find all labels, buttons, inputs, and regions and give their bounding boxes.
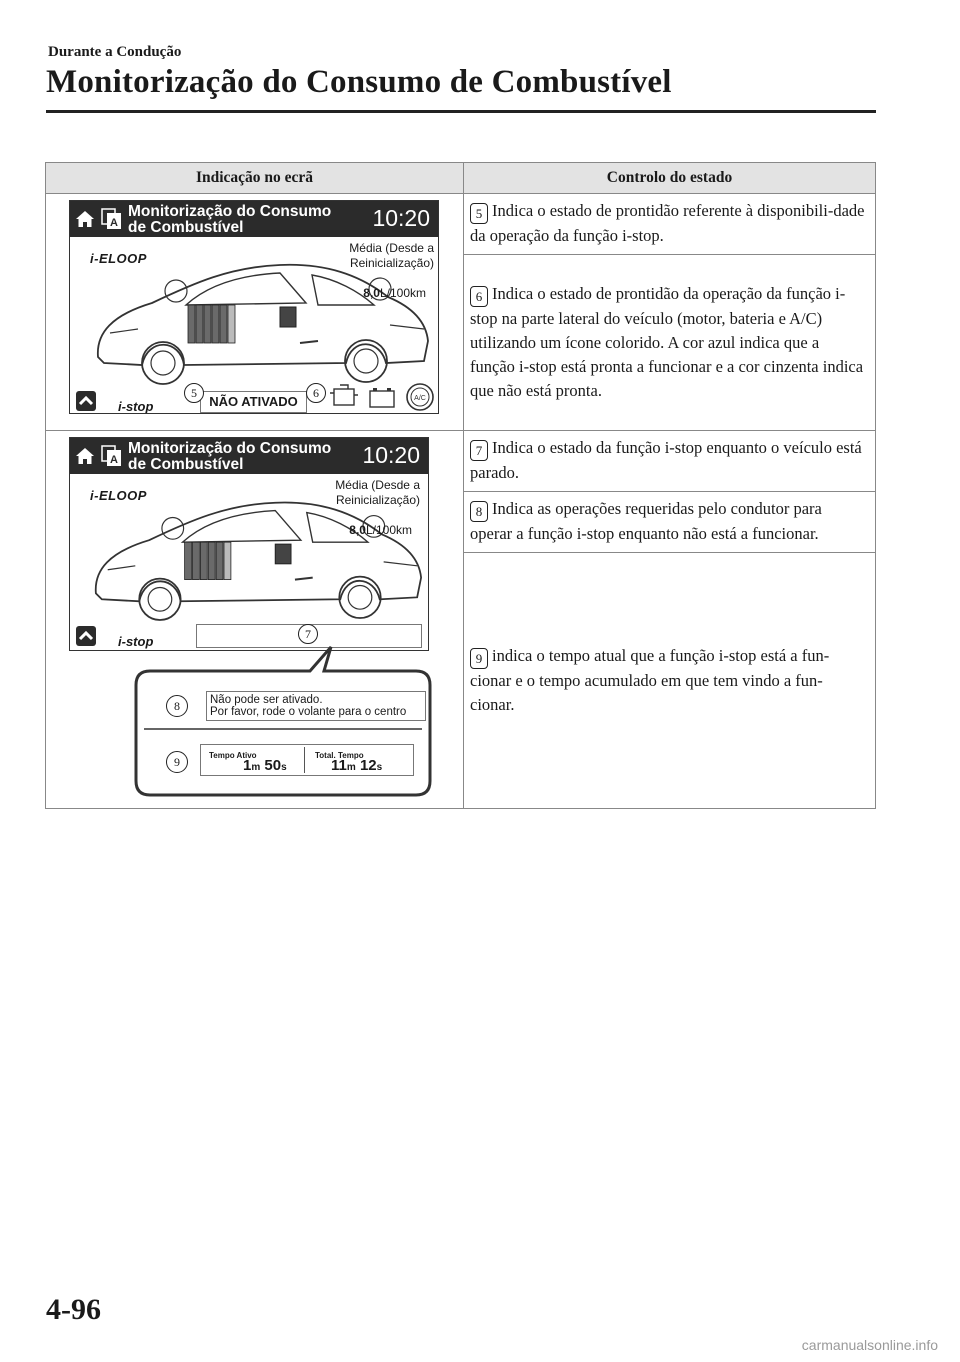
- table-row: [46, 194, 876, 255]
- num-badge-6: 6: [470, 286, 488, 307]
- istop-label-2: i-stop: [118, 634, 154, 649]
- svg-text:A: A: [110, 454, 118, 466]
- message-text: [210, 694, 406, 718]
- description-8: [464, 492, 876, 553]
- screen-title: [128, 204, 331, 236]
- istop-label: i-stop: [118, 399, 154, 414]
- istop-icon: [76, 626, 96, 646]
- average-line2: Reinicialização): [349, 256, 434, 270]
- fuel-monitor-screen-2: [69, 437, 429, 651]
- screen-title-line2: de Combustível: [128, 219, 244, 236]
- engine-battery-ac-icons: [328, 381, 438, 413]
- screen-clock-2: 10:20: [362, 442, 420, 468]
- num-badge-8: 8: [470, 501, 488, 522]
- page-number: 4-96: [46, 1293, 101, 1326]
- home-icon: [75, 210, 95, 228]
- description-9: [464, 553, 876, 809]
- watermark: carmanualsonline.info: [801, 1337, 938, 1353]
- time-divider: [304, 747, 305, 773]
- active-time-value: [243, 756, 287, 778]
- screen-figure-2: [46, 431, 464, 809]
- screen-title-line1: Monitorização do Consumo: [128, 203, 332, 220]
- istop-icon: [76, 391, 96, 411]
- fuel-readout: [363, 281, 426, 305]
- screen-clock: 10:20: [372, 205, 430, 231]
- active-min: 1: [243, 757, 252, 774]
- page-title: Monitorização do Consumo de Combustível: [46, 64, 672, 100]
- svg-text:A: A: [110, 217, 118, 229]
- status-table: [45, 162, 876, 809]
- unit-m: m: [251, 762, 261, 773]
- screen-header: [70, 201, 438, 237]
- desc-text-7: Indica o estado da função i-stop enquanto o veículo está parado.: [470, 438, 862, 482]
- fuel-unit: L/100km: [365, 523, 412, 537]
- unit-m: m: [346, 762, 356, 773]
- num-badge-7: 7: [470, 440, 488, 461]
- unit-s: s: [281, 762, 287, 773]
- desc-text-9: indica o tempo atual que a função i-stop está a fun-cionar e o tempo acumulado em que tem vindo a fun-cionar.: [470, 645, 830, 714]
- col-header-control: Controlo do estado: [464, 163, 876, 194]
- average-line2: Reinicialização): [335, 493, 420, 507]
- average-line1: Média (Desde a: [349, 241, 434, 255]
- fuel-value: 8,0: [363, 286, 380, 300]
- title-rule: [46, 110, 876, 113]
- desc-text-5: Indica o estado de prontidão referente à disponibili-dade da operação da função i-stop.: [470, 201, 865, 245]
- section-label: Durante a Condução: [48, 44, 182, 60]
- description-6: [464, 255, 876, 431]
- fuel-value: 8,0: [349, 523, 366, 537]
- svg-text:A/C: A/C: [414, 395, 426, 402]
- total-time-value: [331, 756, 382, 778]
- fuel-readout-2: [349, 518, 412, 542]
- screen-title-line1: Monitorização do Consumo: [128, 440, 332, 457]
- callout-6: 6: [306, 383, 326, 403]
- table-row: [46, 431, 876, 492]
- table-header-row: [46, 163, 876, 194]
- callout-7: 7: [298, 624, 318, 644]
- message-line1: Não pode ser ativado.: [210, 694, 323, 706]
- description-7: [464, 431, 876, 492]
- description-5: [464, 194, 876, 255]
- num-badge-5: 5: [470, 203, 488, 224]
- callout-9: 9: [166, 751, 188, 773]
- col-header-display: Indicação no ecrã: [46, 163, 464, 194]
- num-badge-9: 9: [470, 648, 488, 669]
- message-line2: Por favor, rode o volante para o centro: [210, 706, 407, 718]
- average-label-2: [335, 478, 420, 508]
- app-stack-icon: [101, 445, 123, 467]
- status-text-box: NÃO ATIVADO: [200, 391, 307, 413]
- desc-text-6: Indica o estado de prontidão da operação da função i-stop na parte lateral do veículo (motor, bateria e A/C) utilizando um ícone colorido. A cor azul indica que a função i-stop está pronta a funcionar e a cor cinzenta indica que não está pronta.: [470, 283, 864, 400]
- screen-title-2: [128, 441, 331, 473]
- time-box: [200, 744, 414, 776]
- engine-icon: [330, 385, 358, 405]
- average-line1: Média (Desde a: [335, 478, 420, 492]
- battery-icon: [370, 388, 394, 407]
- unit-s: s: [376, 762, 383, 773]
- total-time-label: Total. Tempo: [315, 751, 364, 760]
- desc-text-8: Indica as operações requeridas pelo condutor para operar a função i-stop enquanto não está a funcionar.: [470, 499, 822, 543]
- total-min: 11: [331, 757, 347, 774]
- screen-header-2: [70, 438, 428, 474]
- active-sec: 50: [264, 757, 282, 774]
- screen-title-line2: de Combustível: [128, 456, 244, 473]
- callout-8: 8: [166, 695, 188, 717]
- fuel-unit: L/100km: [379, 286, 426, 300]
- active-time-label: Tempo Ativo: [209, 751, 257, 760]
- ac-icon: [407, 384, 433, 410]
- total-sec: 12: [359, 757, 377, 774]
- fuel-monitor-screen: [69, 200, 439, 414]
- eloop-label-2: i-ELOOP: [90, 488, 147, 503]
- screen-figure-1: [46, 194, 464, 431]
- home-icon: [75, 447, 95, 465]
- callout-5: 5: [184, 383, 204, 403]
- average-label: [349, 241, 434, 271]
- eloop-label: i-ELOOP: [90, 251, 147, 266]
- popup-balloon: [126, 643, 456, 803]
- message-box: [206, 691, 426, 721]
- app-stack-icon: [101, 208, 123, 230]
